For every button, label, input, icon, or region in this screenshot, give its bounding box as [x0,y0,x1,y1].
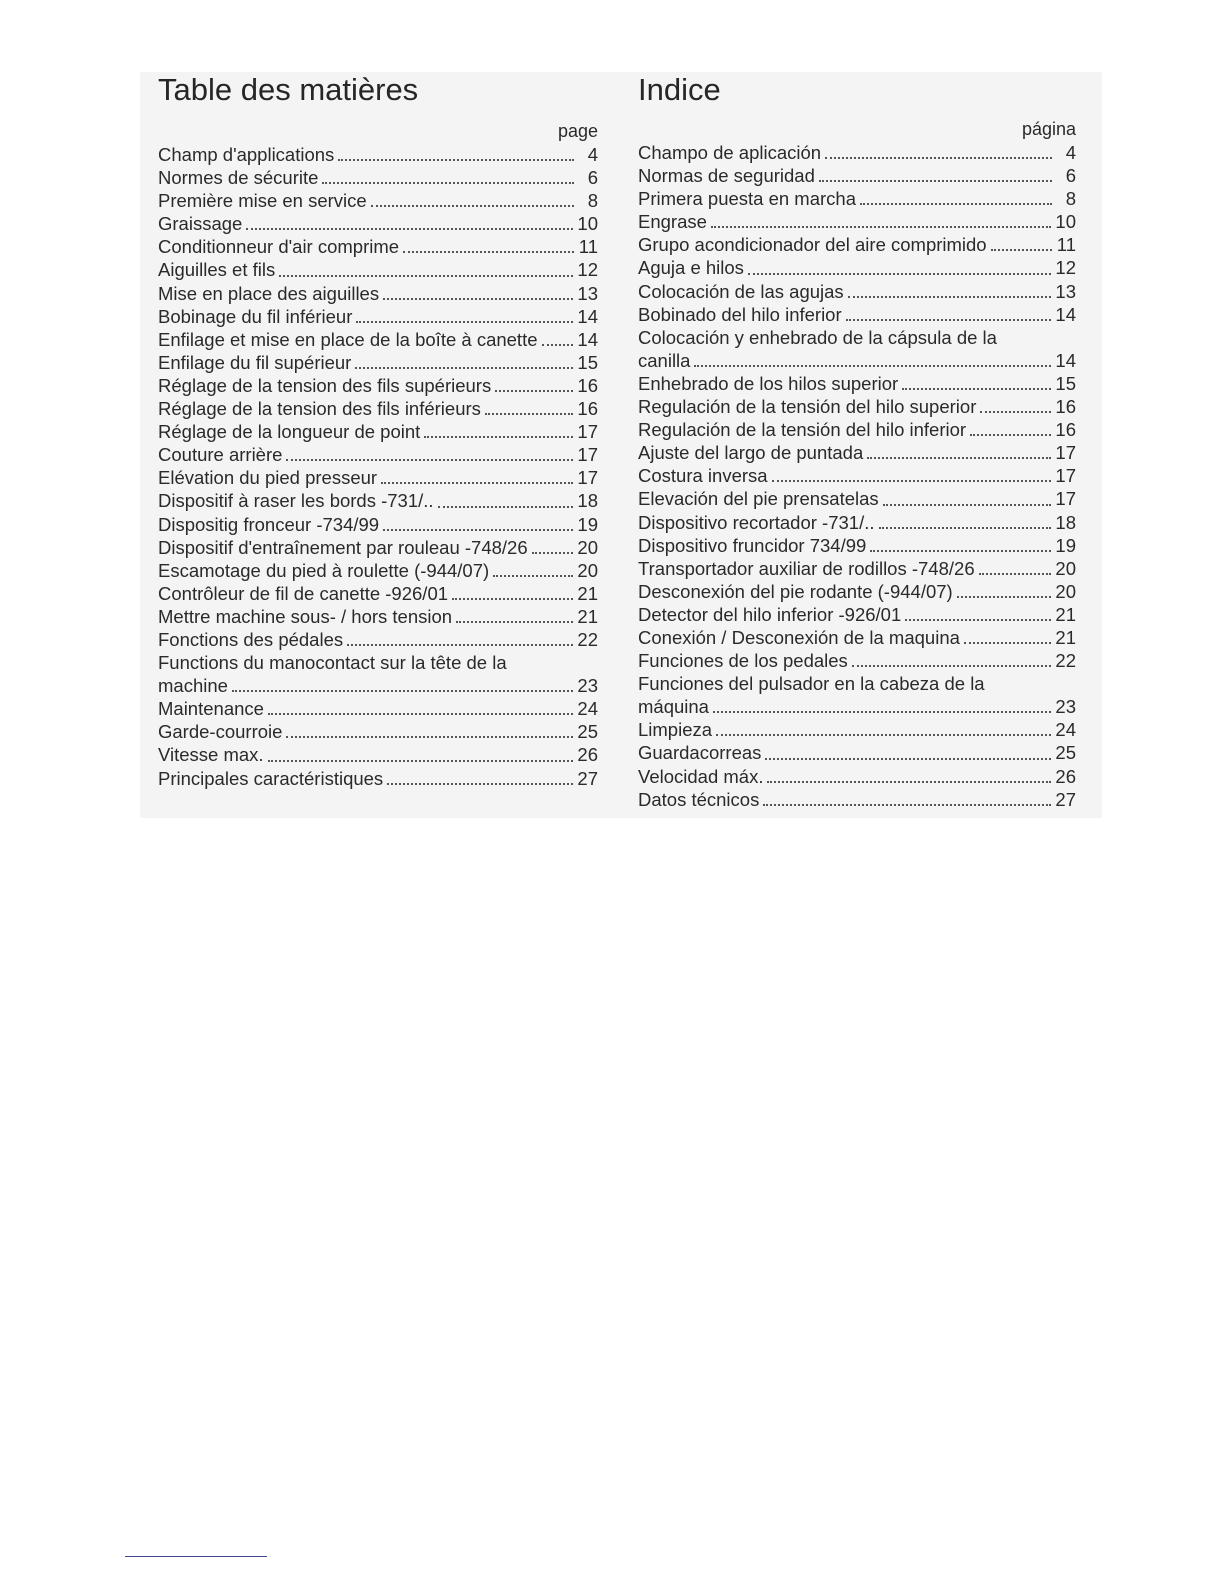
toc-entry-label: Fonctions des pédales [158,628,344,650]
toc-entry-page: 17 [577,444,598,466]
toc-entry[interactable] [158,166,598,189]
toc-entry-page: 20 [1055,557,1076,579]
toc-entry-label: Champ d'applications [158,144,335,165]
toc-entry-page: 12 [1055,257,1076,279]
toc-entry[interactable] [638,164,1076,187]
toc-entry-page: 25 [1055,742,1076,764]
toc-entry[interactable] [638,557,1076,580]
toc-entry-label-line1: Colocación y enhebrado de la cápsula de la [638,326,997,348]
toc-entry-page: 18 [1055,511,1076,533]
dot-leader [355,367,573,369]
dot-leader [711,226,1052,228]
toc-entry[interactable] [638,649,1076,672]
dot-leader [867,457,1051,459]
toc-entry-page: 26 [577,744,598,766]
toc-entry-label: Grupo acondicionador del aire comprimido [638,234,987,256]
toc-entry-label: Mise en place des aiguilles [158,282,380,304]
toc-entry-page: 24 [1055,719,1076,741]
toc-entry-page: 21 [577,605,598,627]
toc-entry-label: Vitesse max. [158,744,264,766]
dot-leader [232,690,573,692]
toc-entry-page: 14 [577,328,598,350]
toc-entry-label: Elévation du pied presseur [158,467,378,489]
toc-entry-page: 23 [577,675,598,697]
toc-entry-page: 17 [1055,488,1076,510]
toc-entry-label: Velocidad máx. [638,765,764,787]
toc-entry-page: 21 [1055,626,1076,648]
toc-entry-label: Datos técnicos [638,788,760,810]
dot-leader [767,781,1051,783]
toc-entry-page: 6 [587,167,598,189]
dot-leader [438,506,574,508]
dot-leader [846,319,1052,321]
toc-entry[interactable] [638,187,1076,210]
toc-entry[interactable] [158,697,598,720]
toc-entry-page: 17 [577,467,598,489]
dot-leader [347,644,573,646]
dot-leader [286,459,573,461]
dot-leader [970,434,1051,436]
toc-entry-page: 15 [577,351,598,373]
toc-entry-page: 10 [1055,211,1076,233]
toc-entry-label-line1: Functions du manocontact sur la tête de la [158,652,507,674]
dot-leader [383,529,573,531]
toc-entry[interactable] [158,143,598,166]
dot-leader [879,527,1052,529]
toc-entry-page: 17 [1055,442,1076,464]
toc-entry[interactable] [158,212,598,235]
dot-leader [493,575,573,577]
toc-entry-page: 17 [1055,465,1076,487]
dot-leader [748,273,1051,275]
toc-entry[interactable] [158,351,598,374]
toc-entry-page: 11 [578,236,598,258]
toc-entry[interactable] [638,303,1076,326]
toc-entry[interactable] [638,672,1076,718]
dot-leader [848,296,1052,298]
dot-leader [338,159,574,161]
toc-entry-page: 12 [577,259,598,281]
toc-entry-label: Réglage de la tension des fils inférieurs [158,398,481,420]
dot-leader [979,573,1052,575]
toc-entry[interactable] [638,718,1076,741]
toc-entry-label: Engrase [638,211,707,233]
dot-leader [819,180,1052,182]
toc-entry[interactable] [158,282,598,305]
toc-entry-label: Principales caractéristiques [158,767,384,789]
toc-entry-page: 8 [1065,188,1076,210]
toc-entry-label: Bobinado del hilo inferior [638,303,842,325]
toc-entry[interactable] [158,466,598,489]
footnote-rule [125,1556,267,1557]
dot-leader [980,411,1051,413]
toc-entry[interactable] [638,233,1076,256]
toc-entry[interactable] [638,464,1076,487]
dot-leader [246,228,573,230]
toc-entry-label: Graissage [158,213,243,235]
toc-entry-label: Enfilage du fil supérieur [158,351,352,373]
toc-entry[interactable] [158,651,598,697]
toc-entry-label: Enhebrado de los hilos superior [638,372,899,394]
dot-leader [356,321,573,323]
toc-entry[interactable] [158,397,598,420]
toc-entry-label: Funciones de los pedales [638,650,848,672]
toc-entry-label: Maintenance [158,698,264,720]
toc-entry-label: Normas de seguridad [638,165,815,187]
toc-entry[interactable] [638,256,1076,279]
dot-leader [424,436,573,438]
toc-entry-page: 25 [577,721,598,743]
dot-leader [902,388,1051,390]
toc-entry-page: 4 [1065,142,1076,163]
toc-entry[interactable] [158,582,598,605]
toc-entry[interactable] [638,487,1076,510]
dot-leader [765,758,1051,760]
toc-entry[interactable] [638,626,1076,649]
toc-entry-label: Detector del hilo inferior -926/01 [638,603,902,625]
toc-entry-label: Dispositivo fruncidor 734/99 [638,534,867,556]
toc-entry-label: Costura inversa [638,465,768,487]
dot-leader [452,598,573,600]
toc-entry-label: Champo de aplicación [638,142,822,163]
toc-entry-label: Contrôleur de fil de canette -926/01 [158,582,449,604]
toc-entry[interactable] [638,765,1076,788]
dot-leader [957,596,1052,598]
toc-entry-label: Dispositif d'entraînement par rouleau -748/26 [158,536,528,558]
toc-entry[interactable] [158,559,598,582]
toc-entry-label: Elevación del pie prensatelas [638,488,879,510]
dot-leader [694,365,1051,367]
toc-entry-page: 23 [1055,696,1076,718]
toc-entry-label: Dispositig fronceur -734/99 [158,513,380,535]
toc-entry[interactable] [158,536,598,559]
toc-entry-label: canilla [638,349,691,371]
dot-leader [286,736,573,738]
toc-entry-page: 6 [1065,165,1076,187]
dot-leader [883,504,1052,506]
toc-entry-page: 11 [1056,234,1076,256]
toc-entry[interactable] [158,235,598,258]
toc-entry-page: 10 [577,213,598,235]
toc-entry-page: 22 [577,628,598,650]
toc-entry-label: Enfilage et mise en place de la boîte à canette [158,328,538,350]
toc-entry-page: 19 [577,513,598,535]
dot-leader [371,205,574,207]
toc-entry[interactable] [158,374,598,397]
toc-entry-page: 14 [577,305,598,327]
toc-entry-label: Normes de sécurite [158,167,319,189]
dot-leader [532,552,574,554]
toc-entry-page: 17 [577,421,598,443]
toc-entry[interactable] [158,767,598,790]
spanish-toc-column [638,68,1076,811]
toc-entry-page: 16 [577,398,598,420]
toc-entry-label: Conditionneur d'air comprime [158,236,400,258]
toc-entry[interactable] [638,511,1076,534]
toc-entry-label: Réglage de la longueur de point [158,421,421,443]
toc-entry-page: 22 [1055,650,1076,672]
dot-leader [860,203,1052,205]
toc-entry-page: 20 [1055,580,1076,602]
toc-entry[interactable] [638,210,1076,233]
dot-leader [268,713,573,715]
dot-leader [383,298,573,300]
toc-entry[interactable] [158,720,598,743]
dot-leader [991,249,1052,251]
toc-entry[interactable] [158,605,598,628]
dot-leader [716,734,1051,736]
toc-entry-label: Limpieza [638,719,713,741]
toc-entry[interactable] [158,189,598,212]
toc-entry-label: Regulación de la tensión del hilo inferior [638,419,967,441]
dot-leader [870,550,1051,552]
toc-entry-page: 13 [577,282,598,304]
toc-entry-page: 27 [1055,788,1076,810]
toc-entry[interactable] [638,372,1076,395]
toc-entry[interactable] [638,141,1076,164]
toc-entry-label: Réglage de la tension des fils supérieurs [158,374,492,396]
toc-entry-label: Desconexión del pie rodante (-944/07) [638,580,953,602]
toc-entry-label: Bobinage du fil inférieur [158,305,353,327]
toc-entry-label: Colocación de las agujas [638,280,844,302]
toc-entry[interactable] [638,741,1076,764]
toc-entry[interactable] [638,395,1076,418]
toc-entry-label: Regulación de la tensión del hilo superior [638,396,977,418]
toc-entry-label: Aiguilles et fils [158,259,276,281]
spanish-toc-title: Indice [638,72,721,107]
dot-leader [387,783,573,785]
toc-entry[interactable] [638,326,1076,372]
toc-entry[interactable] [158,489,598,512]
toc-entry-label: Escamotage du pied à roulette (-944/07) [158,559,490,581]
toc-entry-page: 21 [577,582,598,604]
toc-entry-label: máquina [638,696,709,718]
toc-entry-page: 18 [577,490,598,512]
toc-entry-label: Transportador auxiliar de rodillos -748/26 [638,557,975,579]
toc-entry-label: Guardacorreas [638,742,762,764]
toc-entry[interactable] [638,280,1076,303]
dot-leader [825,157,1052,159]
toc-entry-page: 15 [1055,372,1076,394]
toc-entry-page: 26 [1055,765,1076,787]
dot-leader [322,182,574,184]
toc-entry[interactable] [638,418,1076,441]
toc-entry-label: Dispositif à raser les bords -731/.. [158,490,434,512]
toc-entry-label-line1: Funciones del pulsador en la cabeza de la [638,673,985,695]
toc-entry-page: 4 [587,144,598,165]
toc-entry-label: Dispositivo recortador -731/.. [638,511,875,533]
toc-entry-page: 19 [1055,534,1076,556]
toc-entry[interactable] [158,420,598,443]
dot-leader [713,711,1051,713]
toc-entry-page: 16 [1055,419,1076,441]
toc-entry[interactable] [158,443,598,466]
dot-leader [763,804,1051,806]
dot-leader [403,251,574,253]
toc-entry[interactable] [638,534,1076,557]
dot-leader [852,665,1052,667]
toc-entry[interactable] [158,328,598,351]
toc-entry-label: Garde-courroie [158,721,283,743]
toc-entry[interactable] [638,603,1076,626]
dot-leader [542,344,574,346]
toc-entry[interactable] [158,513,598,536]
toc-entry-page: 16 [577,374,598,396]
toc-entry-label: Mettre machine sous- / hors tension [158,605,453,627]
toc-entry-label: Ajuste del largo de puntada [638,442,864,464]
toc-entry[interactable] [638,788,1076,811]
dot-leader [905,619,1051,621]
dot-leader [485,413,574,415]
spanish-toc-list [638,141,1076,811]
toc-entry[interactable] [158,743,598,766]
toc-entry[interactable] [158,305,598,328]
toc-entry-label: Couture arrière [158,444,283,466]
spanish-page-header: página [1021,119,1076,139]
dot-leader [456,621,573,623]
toc-entry-page: 24 [577,698,598,720]
toc-entry-label: Première mise en service [158,190,367,212]
toc-entry-label: Primera puesta en marcha [638,188,856,210]
toc-entry-label: Aguja e hilos [638,257,744,279]
toc-entry-page: 21 [1055,603,1076,625]
toc-entry-page: 8 [587,190,598,212]
dot-leader [964,642,1052,644]
french-page-header: page [557,121,598,141]
french-toc-list [158,143,598,790]
toc-entry-page: 27 [577,767,598,789]
toc-entry-page: 14 [1055,349,1076,371]
toc-entry-page: 13 [1055,280,1076,302]
dot-leader [279,275,573,277]
toc-entry-page: 16 [1055,396,1076,418]
toc-entry-page: 14 [1055,303,1076,325]
dot-leader [381,482,573,484]
toc-entry[interactable] [638,580,1076,603]
dot-leader [268,760,574,762]
toc-entry-label: Conexión / Desconexión de la maquina [638,626,960,648]
toc-entry[interactable] [158,258,598,281]
toc-entry[interactable] [638,441,1076,464]
french-toc-title: Table des matières [158,72,419,107]
toc-entry-page: 20 [577,559,598,581]
dot-leader [772,480,1052,482]
dot-leader [495,390,573,392]
toc-entry-label: machine [158,675,228,697]
toc-entry[interactable] [158,628,598,651]
french-toc-column [158,70,598,790]
toc-entry-page: 20 [577,536,598,558]
